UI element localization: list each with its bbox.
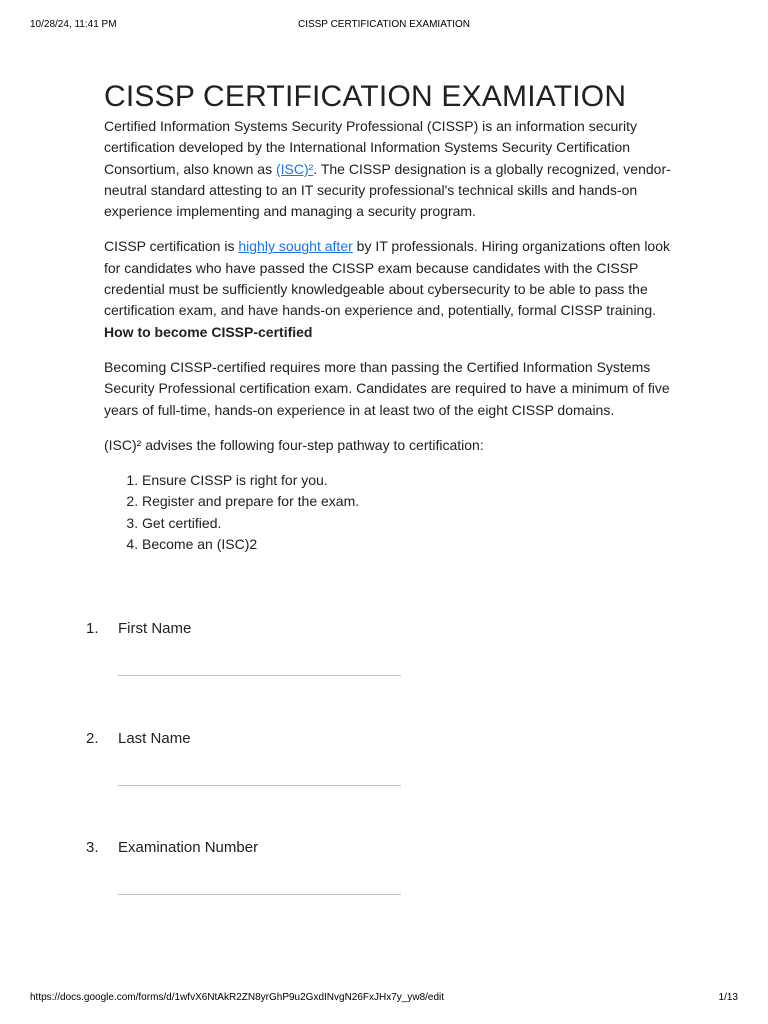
question-label: First Name	[118, 620, 192, 637]
highly-sought-after-link[interactable]: highly sought after	[238, 238, 353, 255]
isc2-link[interactable]: (ISC)²	[275, 160, 314, 177]
question-label: Last Name	[118, 730, 191, 747]
print-page-number: 1/13	[718, 992, 738, 1003]
print-doc-title: CISSP CERTIFICATION EXAMIATION	[297, 19, 471, 30]
print-header	[30, 19, 738, 33]
form-title: CISSP CERTIFICATION EXAMIATION	[104, 80, 627, 113]
description-paragraph-3: Becoming CISSP-certified requires more than passing the Certified Information Systems Security Professional certification exam. Candidates are required to have a minimum of five years of full-time, hands-on experience in at least two of the eight CISSP domains.	[104, 358, 670, 418]
print-datetime: 10/28/24, 11:41 PM	[30, 19, 117, 30]
question-number: 1.	[86, 620, 99, 637]
certification-steps-list	[104, 470, 672, 555]
list-item: 3. Get certified.	[142, 513, 672, 534]
description-paragraph-4: (ISC)² advises the following four-step pathway to certification:	[104, 436, 484, 453]
description-paragraph-1	[104, 116, 672, 222]
p2-text-after: by IT professionals. Hiring organizations often look for candidates who have passed the CISSP exam because candidates with the CISSP credential must be sufficiently knowledgeable about cybersecurity to be able to pass the certification exam, and have hands-on experience and, potentially, formal CISSP training.	[104, 238, 671, 319]
question-number: 2.	[86, 730, 99, 747]
p1-text-after: . The CISSP designation is a globally recognized, vendor-neutral standard attesting to an IT security professional's technical skills and hands-on experience implementing and managing a security program.	[104, 160, 671, 220]
question-number: 3.	[86, 839, 99, 856]
list-item: 2. Register and prepare for the exam.	[142, 491, 672, 512]
subheading-how-to-certify: How to become CISSP-certified	[104, 323, 313, 340]
first-name-input[interactable]	[118, 675, 401, 676]
print-footer	[30, 992, 738, 1006]
list-item: 4. Become an (ISC)2	[142, 534, 672, 555]
last-name-input[interactable]	[118, 785, 401, 786]
list-item: 1. Ensure CISSP is right for you.	[142, 470, 672, 491]
p2-text-before: CISSP certification is	[104, 238, 239, 255]
p1-text-before: Certified Information Systems Security Professional (CISSP) is an information security certification developed by the International Information Systems Security Certification Consortium, also known as	[104, 118, 637, 177]
print-url: https://docs.google.com/forms/d/1wfvX6NtAkR2ZN8yrGhP9u2GxdINvgN26FxJHx7y_yw8/edit	[30, 992, 445, 1003]
examination-number-input[interactable]	[118, 894, 401, 895]
form-content	[104, 78, 672, 555]
form-description	[104, 116, 672, 555]
description-paragraph-2	[104, 236, 672, 321]
question-label: Examination Number	[118, 839, 259, 856]
